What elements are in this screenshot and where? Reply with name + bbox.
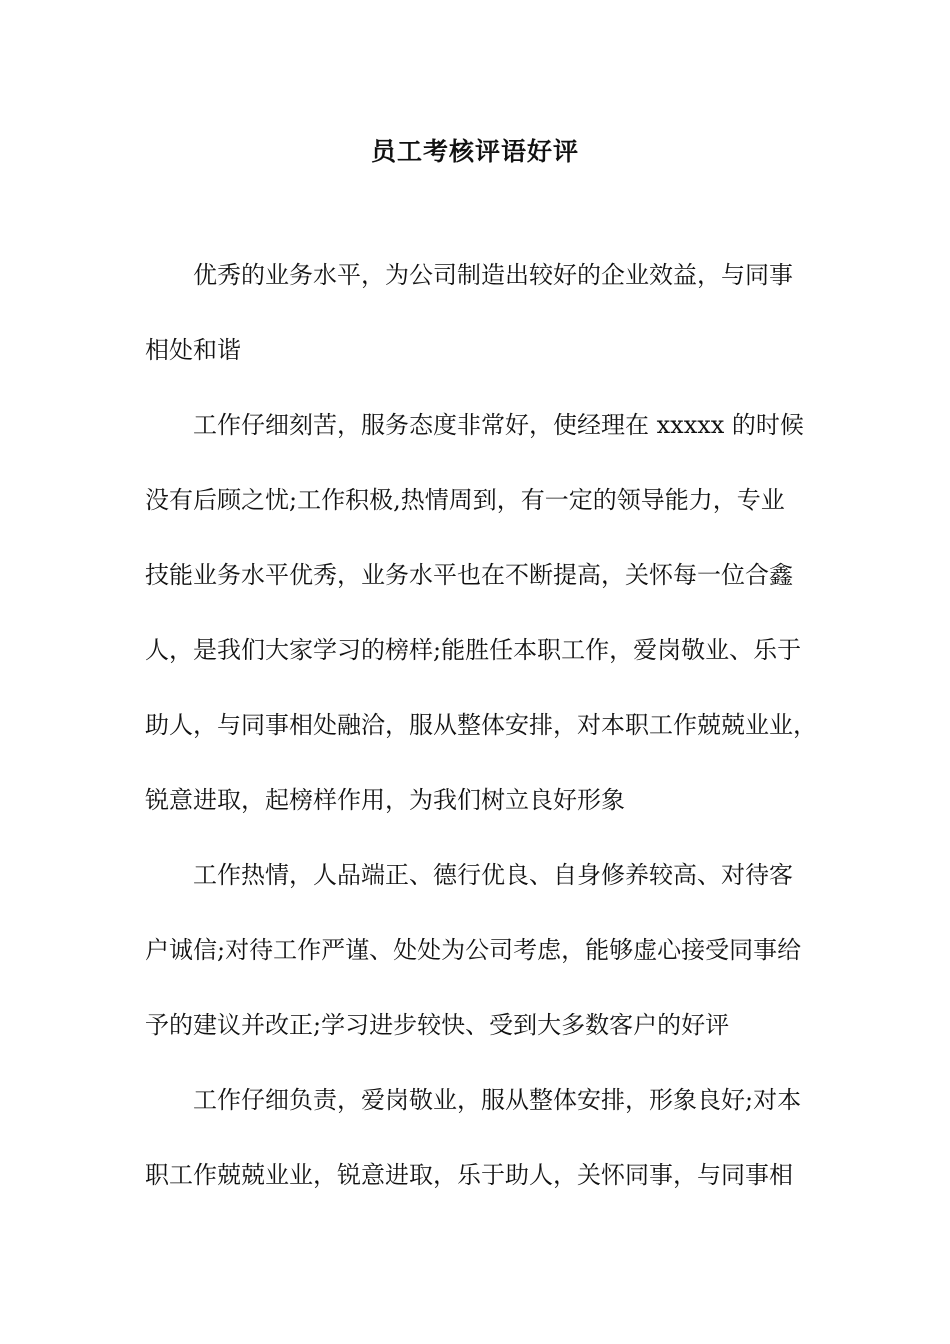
- paragraph-3-line-3: 予的建议并改正;学习进步较快、受到大多数客户的好评: [145, 1011, 730, 1039]
- paragraph-2-line-1: 工作仔细刻苦，服务态度非常好，使经理在 xxxxx 的时候: [193, 411, 804, 439]
- paragraph-1-line-1: 优秀的业务水平，为公司制造出较好的企业效益，与同事: [193, 261, 793, 289]
- paragraph-2-line-5: 助人，与同事相处融洽，服从整体安排，对本职工作兢兢业业，: [145, 711, 817, 739]
- paragraph-3-line-2: 户诚信;对待工作严谨、处处为公司考虑，能够虚心接受同事给: [145, 936, 802, 964]
- paragraph-2-line-6: 锐意进取，起榜样作用，为我们树立良好形象: [145, 786, 625, 814]
- paragraph-1-line-2: 相处和谐: [145, 336, 241, 364]
- paragraph-2-line-4: 人，是我们大家学习的榜样;能胜任本职工作，爱岗敬业、乐于: [145, 636, 802, 664]
- paragraph-4-line-2: 职工作兢兢业业，锐意进取，乐于助人，关怀同事，与同事相: [145, 1161, 793, 1189]
- paragraph-2-line-2: 没有后顾之忧;工作积极,热情周到，有一定的领导能力，专业: [145, 486, 785, 514]
- paragraph-3-line-1: 工作热情，人品端正、德行优良、自身修养较高、对待客: [193, 861, 793, 889]
- paragraph-4-line-1: 工作仔细负责，爱岗敬业，服从整体安排，形象良好;对本: [193, 1086, 802, 1114]
- document-title: 员工考核评语好评: [370, 137, 579, 166]
- paragraph-2-line-3: 技能业务水平优秀，业务水平也在不断提高，关怀每一位合鑫: [145, 561, 793, 589]
